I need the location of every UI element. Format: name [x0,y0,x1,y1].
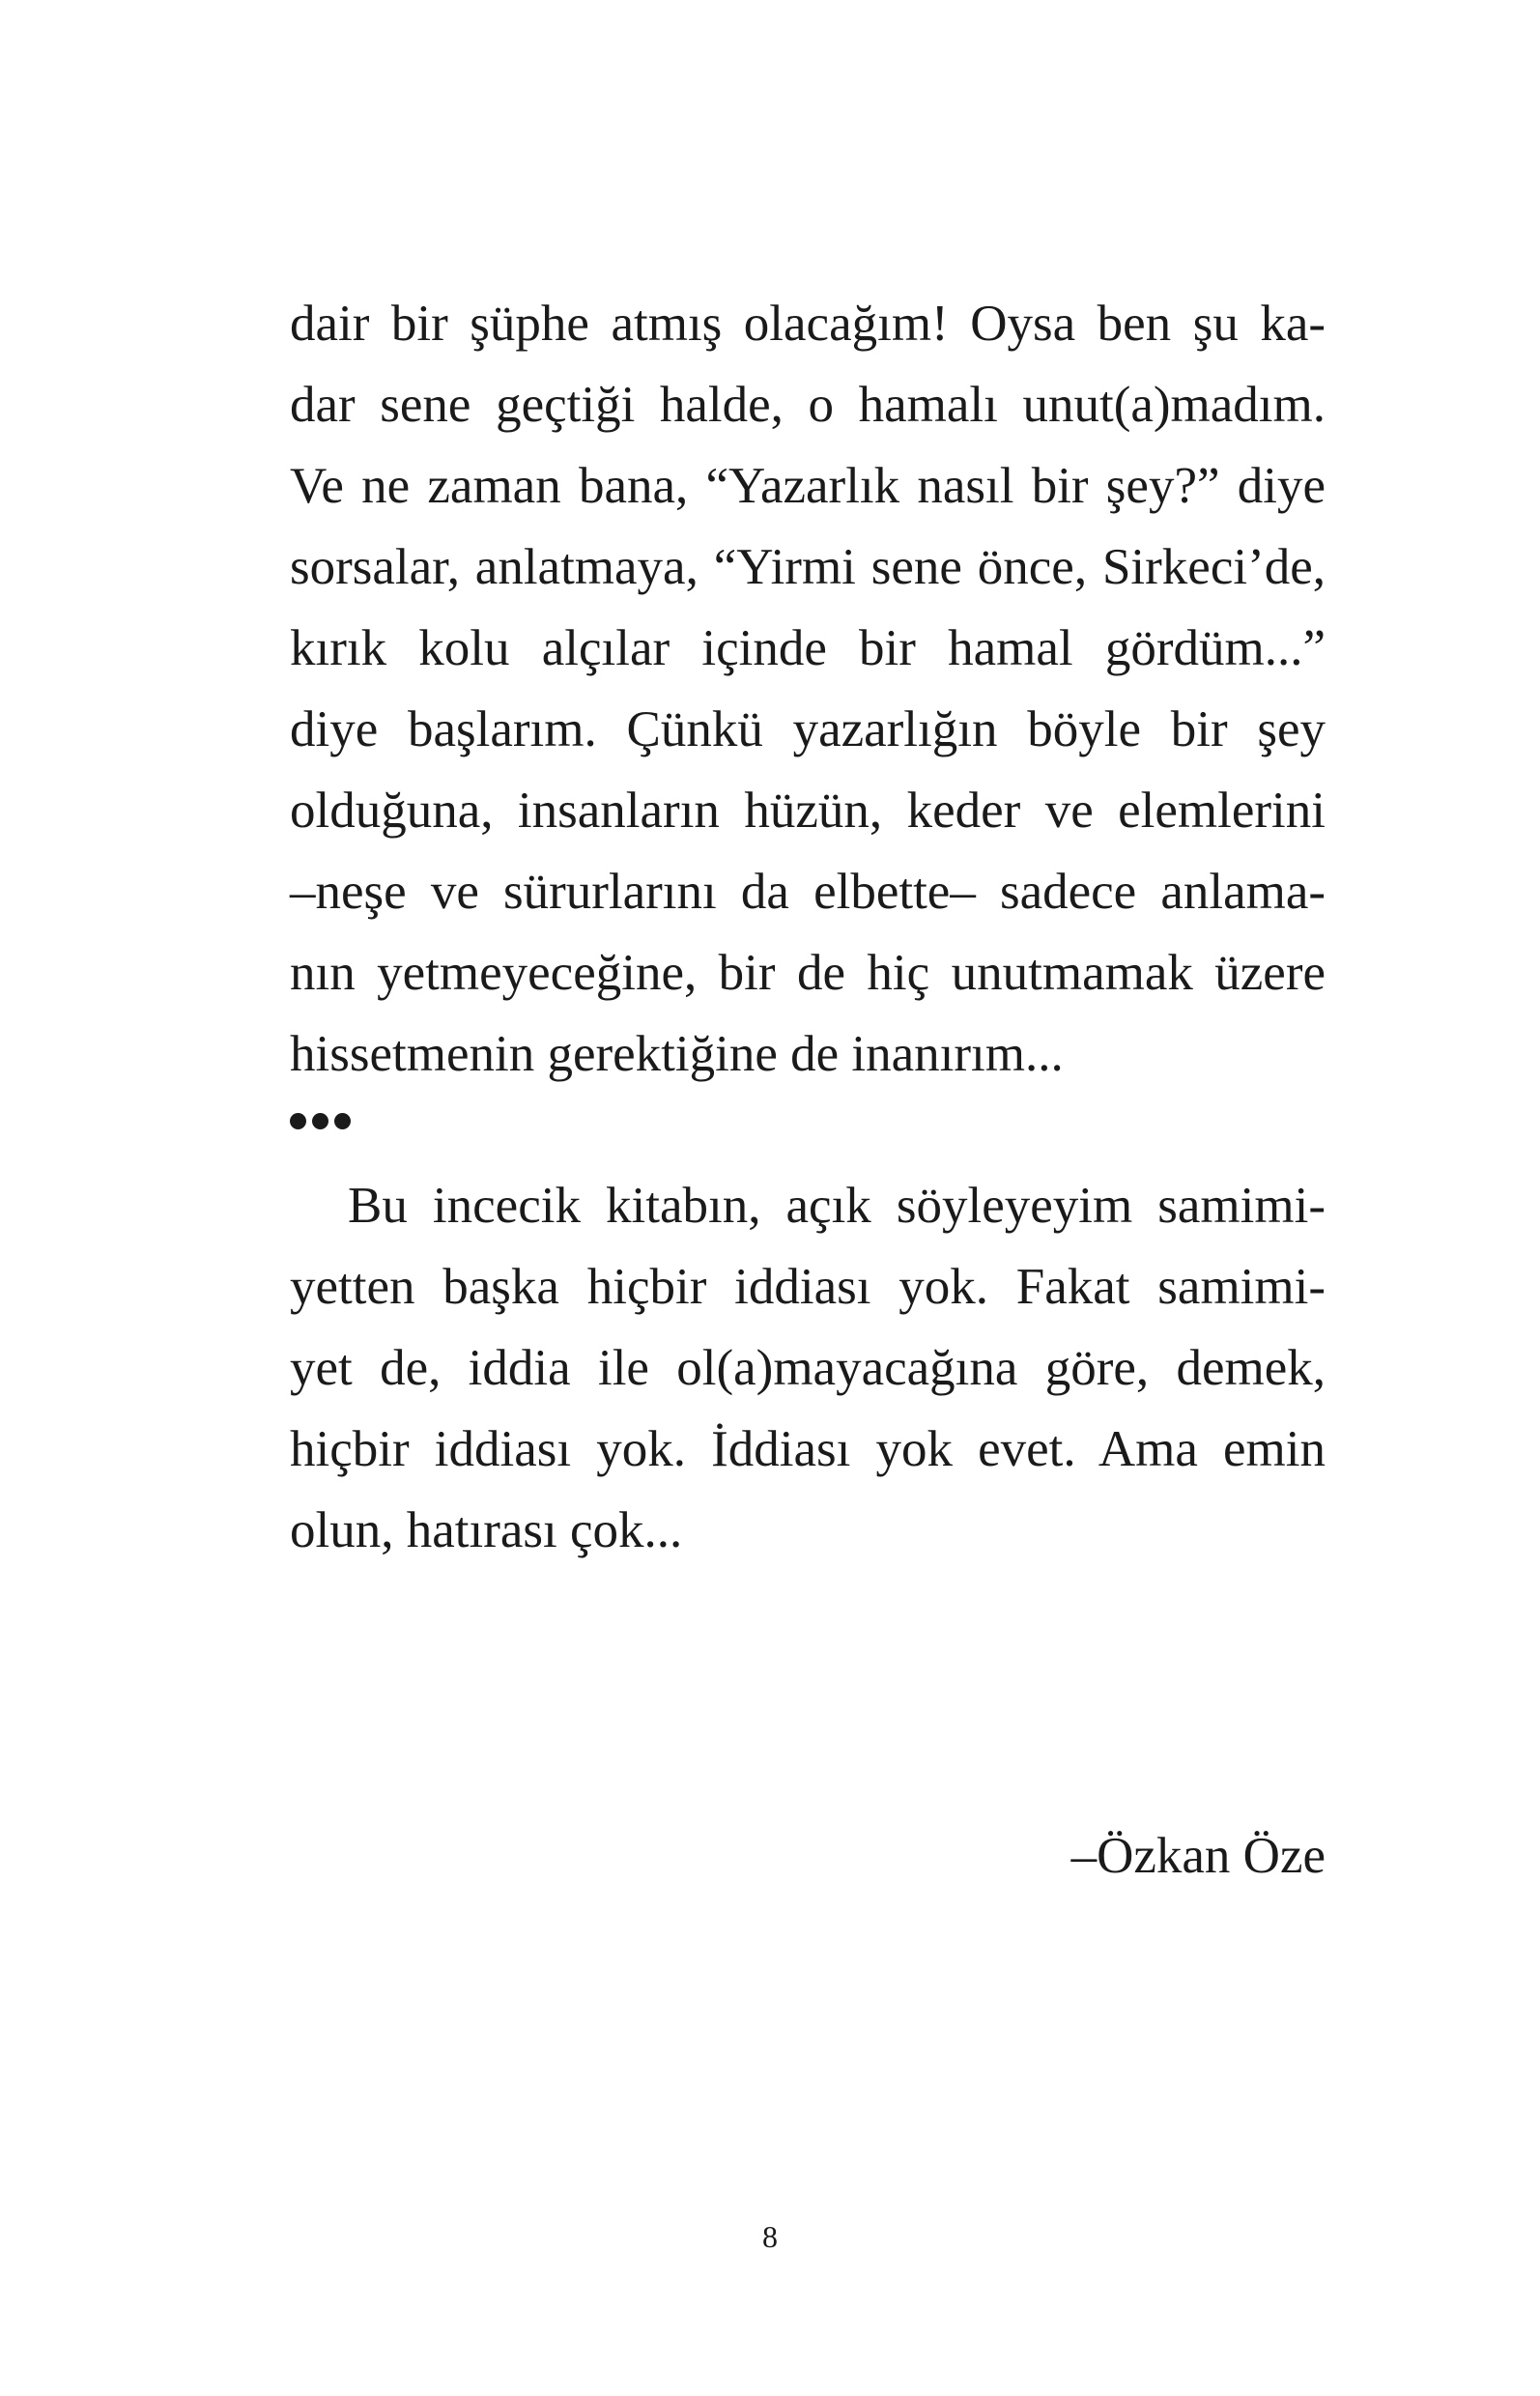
paragraph-1 [290,283,1326,1095]
section-separator-icon [290,1108,406,1133]
paragraph-line: –neşe ve sürurlarını da elbette– sadece anlama- [290,864,1326,920]
paragraph-2 [290,1165,1326,1571]
paragraph-line: Bu incecik kitabın, açık söyleyeyim samimi- [348,1178,1326,1234]
author-signature: –Özkan Öze [1070,1828,1326,1884]
paragraph-line: olun, hatırası çok... [290,1502,683,1558]
paragraph-line: olduğuna, insanların hüzün, keder ve elemlerini [290,783,1326,839]
separator-dot-icon [312,1113,328,1129]
paragraph-line: hiçbir iddiası yok. İddiası yok evet. Ama emin [290,1421,1326,1477]
paragraph-line: diye başlarım. Çünkü yazarlığın böyle bir şey [290,701,1326,757]
separator-dot-icon [290,1113,306,1129]
paragraph-line: yet de, iddia ile ol(a)mayacağına göre, demek, [290,1340,1326,1396]
separator-dot-icon [334,1113,351,1129]
paragraph-line: dar sene geçtiği halde, o hamalı unut(a)madım. [290,377,1326,433]
paragraph-line: sorsalar, anlatmaya, “Yirmi sene önce, Sirkeci’de, [290,539,1326,595]
paragraph-line: dair bir şüphe atmış olacağım! Oysa ben şu ka- [290,296,1326,352]
paragraph-line: nın yetmeyeceğine, bir de hiç unutmamak üzere [290,945,1326,1001]
paragraph-line: hissetmenin gerektiğine de inanırım... [290,1026,1064,1082]
paragraph-line: kırık kolu alçılar içinde bir hamal gördüm...” [290,620,1326,676]
paragraph-line: yetten başka hiçbir iddiası yok. Fakat samimi- [290,1259,1326,1315]
paragraph-line: Ve ne zaman bana, “Yazarlık nasıl bir şey?” diye [290,458,1326,514]
page-number: 8 [762,2219,778,2254]
